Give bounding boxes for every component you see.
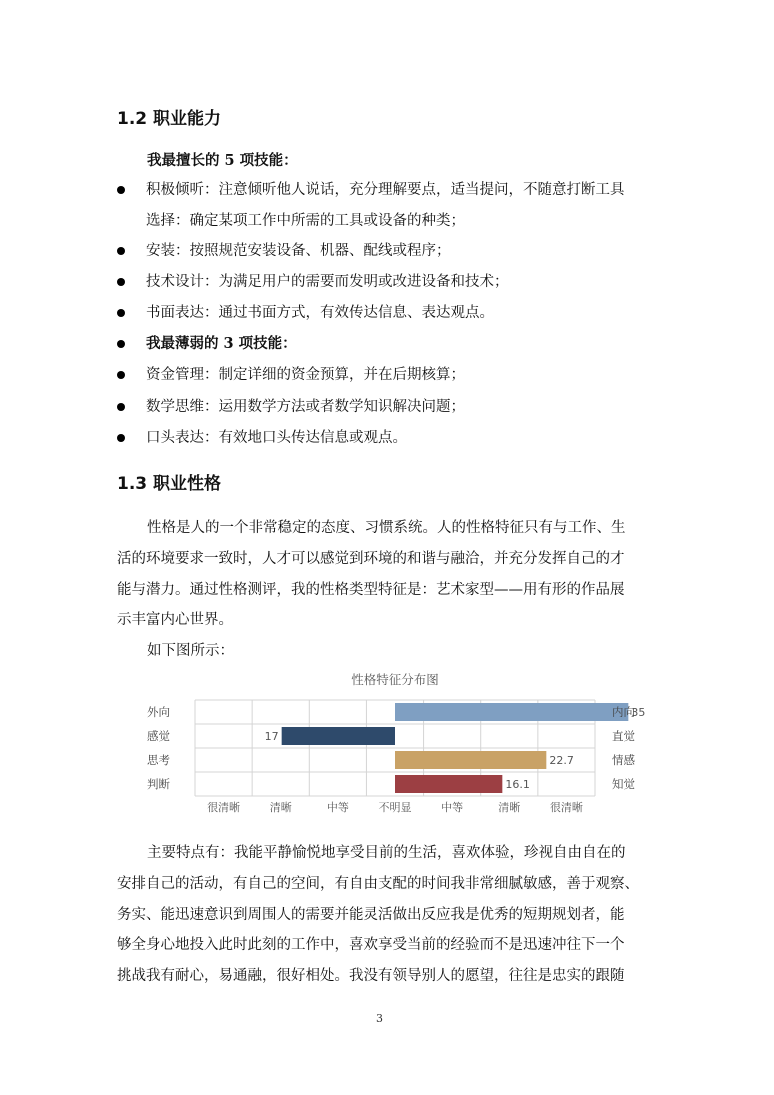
data-label: 35 (631, 706, 646, 719)
paragraph-line: 够全身心地投入此时此刻的工作中，喜欢享受当前的经验而不是迅速冲往下一个 (117, 937, 625, 953)
skill-item: 积极倾听：注意倾听他人说话，充分理解要点，适当提问，不随意打断工具 (146, 182, 625, 198)
right-category-label: 情感 (612, 753, 635, 767)
skill-item: 资金管理：制定详细的资金预算，并在后期核算； (146, 367, 465, 383)
skill-item: 安装：按照规范安装设备、机器、配线或程序； (146, 243, 451, 259)
paragraph-line: 务实、能迅速意识到周围人的需要并能灵活做出反应我是优秀的短期规划者，能 (117, 907, 625, 923)
bar (282, 727, 395, 745)
weakest-skills-heading: 我最薄弱的 3 项技能： (146, 335, 297, 352)
page-number: 3 (376, 1012, 383, 1025)
bullet-icon (117, 309, 125, 317)
x-tick-label: 清晰 (269, 801, 292, 814)
x-tick-label: 中等 (441, 801, 464, 814)
bar (395, 703, 628, 721)
skill-item-continuation: 选择：确定某项工作中所需的工具或设备的种类； (146, 213, 465, 229)
paragraph-line: 示丰富内心世界。 (117, 612, 233, 628)
bullet-icon (117, 278, 125, 286)
bullet-icon (117, 434, 125, 442)
skill-item: 数学思维：运用数学方法或者数学知识解决问题； (146, 399, 465, 415)
skill-item: 口头表达：有效地口头传达信息或观点。 (146, 430, 407, 446)
x-tick-label: 中等 (326, 801, 349, 814)
bullet-icon (117, 247, 125, 255)
paragraph-line: 能与潜力。通过性格测评，我的性格类型特征是：艺术家型——用有形的作品展 (117, 582, 625, 598)
left-category-label: 思考 (147, 753, 170, 767)
right-category-label: 知觉 (612, 777, 635, 791)
data-label: 22.7 (549, 754, 574, 767)
bar (395, 775, 502, 793)
x-tick-label: 清晰 (498, 801, 521, 814)
paragraph-line: 活的环境要求一致时，人才可以感觉到环境的和谐与融洽，并充分发挥自己的才 (117, 551, 625, 567)
data-label: 16.1 (505, 778, 530, 791)
right-category-label: 直觉 (612, 729, 635, 743)
x-tick-label: 不明显 (378, 801, 412, 814)
paragraph-line: 性格是人的一个非常稳定的态度、习惯系统。人的性格特征只有与工作、生 (147, 520, 626, 536)
bullet-icon (117, 371, 125, 379)
paragraph-line: 安排自己的活动，有自己的空间，有自由支配的时间我非常细腻敏感，善于观察、 (117, 876, 639, 892)
bullet-icon (117, 403, 125, 411)
left-category-label: 外向 (147, 705, 170, 719)
x-tick-label: 很清晰 (207, 801, 241, 814)
section-heading-1-3: 1.3 职业性格 (117, 474, 222, 494)
bullet-icon (117, 186, 125, 194)
strongest-skills-heading: 我最擅长的 5 项技能： (147, 152, 298, 169)
right-category-label: 内向 (612, 705, 635, 719)
left-category-label: 感觉 (147, 729, 170, 743)
left-category-label: 判断 (147, 777, 170, 791)
bullet-icon (117, 340, 125, 348)
bar (395, 751, 546, 769)
section-heading-1-2: 1.2 职业能力 (117, 109, 222, 129)
paragraph-line: 挑战我有耐心，易通融，很好相处。我没有领导别人的愿望，往往是忠实的跟随 (117, 968, 625, 984)
skill-item: 技术设计：为满足用户的需要而发明或改进设备和技术； (146, 274, 509, 290)
x-tick-label: 很清晰 (549, 801, 583, 814)
chart-title: 性格特征分布图 (351, 672, 439, 687)
paragraph-line: 主要特点有：我能平静愉悦地享受目前的生活，喜欢体验，珍视自由自在的 (147, 845, 626, 861)
data-label: 17 (264, 730, 279, 743)
personality-chart (0, 690, 774, 825)
skill-item: 书面表达：通过书面方式，有效传达信息、表达观点。 (146, 305, 494, 321)
figure-intro: 如下图所示： (147, 643, 234, 659)
